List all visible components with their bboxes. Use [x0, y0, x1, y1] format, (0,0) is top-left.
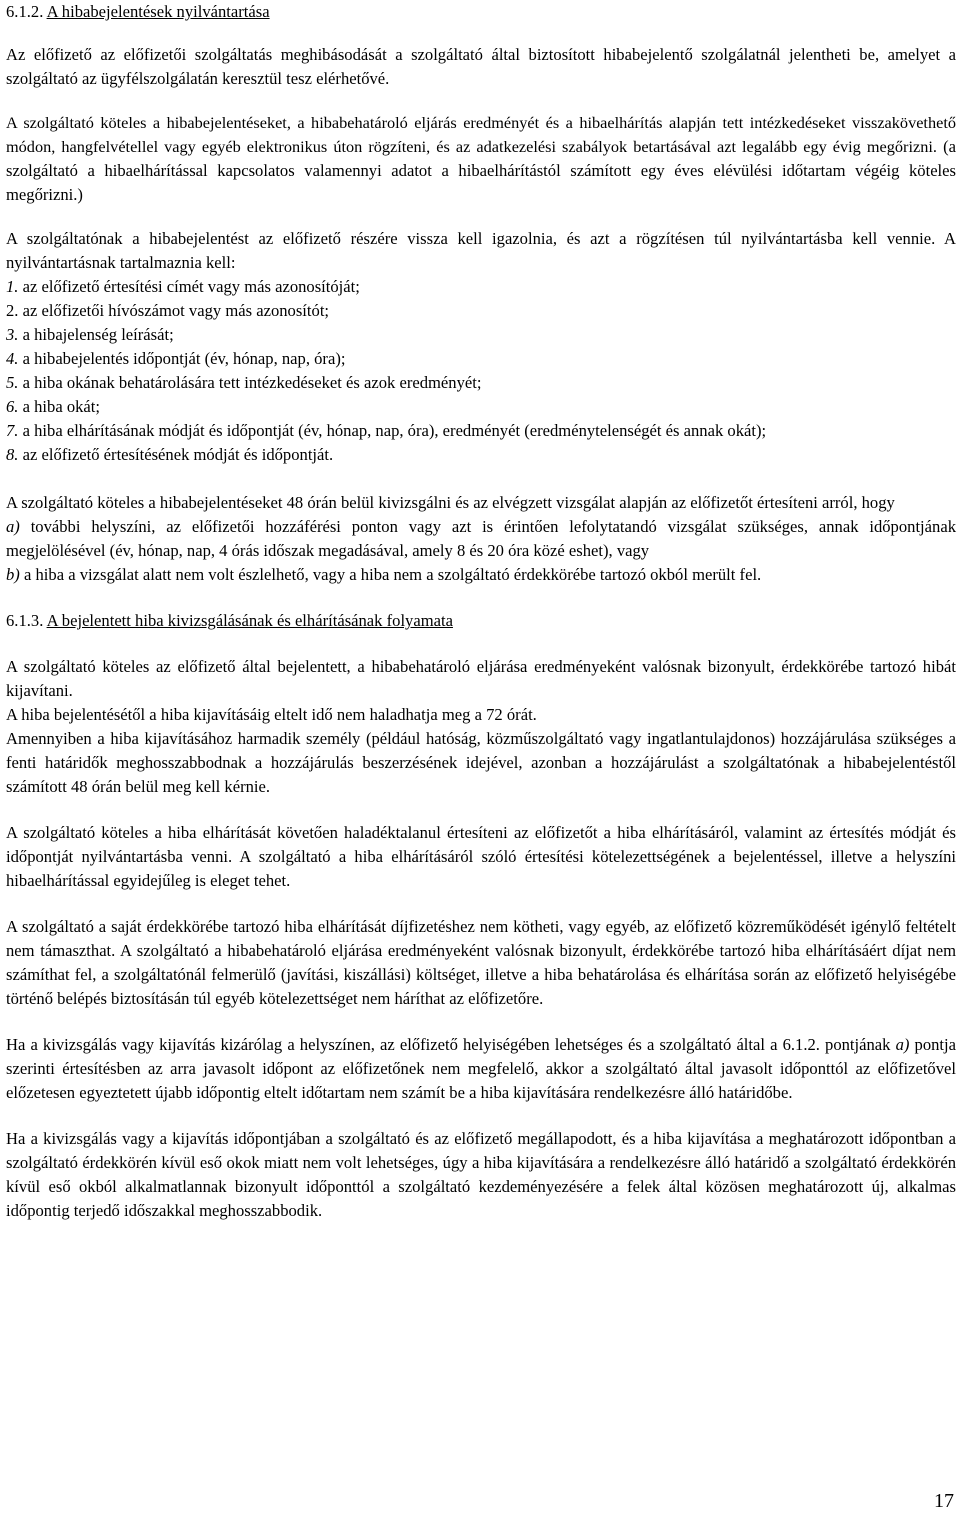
section-title: A hibabejelentések nyilvántartása: [46, 2, 270, 21]
list-text: az előfizető értesítésének módját és időpontját.: [18, 445, 334, 464]
list-text: a hiba elhárításának módját és időpontját (év, hónap, nap, óra), eredményét (eredménytelenségét és annak okát);: [18, 421, 767, 440]
list-item: [6, 323, 956, 347]
paragraph-segment: Ha a kivizsgálás vagy kijavítás kizárólag a helyszínen, az előfizető helyiségében lehetséges és a szolgáltató által a 6.1.2. pontjának: [6, 1035, 896, 1054]
list-number: 2.: [6, 301, 19, 320]
paragraph: A szolgáltató köteles az előfizető által bejelentett, a hibabehatároló eljárása eredményeként valósnak bizonyult, érdekkörébe tartozó hibát kijavítani.: [6, 657, 956, 700]
section-heading-6-1-3: [6, 609, 956, 633]
list-item: [6, 299, 956, 323]
paragraph: A szolgáltató a saját érdekkörébe tartozó hiba elhárítását díjfizetéshez nem kötheti, vagy egyéb, az előfizető közreműködését igénylő feltételt nem támaszthat. A szolgáltató a hibabehatároló eljárása eredményeként valósnak bizonyult, érdekkörébe tartozó hiba elhárításáért díjat nem számíthat fel, a szolgáltatónál felmerülő (javítási, kiszállási) költséget, illetve a hiba behatárolása és elhárítása során az előfizető helyiségébe történő belépés biztosításán túl egyéb kötelezettséget nem háríthat az előfizetőre.: [6, 917, 956, 1008]
section-number: 6.1.2.: [6, 2, 44, 21]
paragraph: [6, 563, 956, 587]
paragraph: A szolgáltató köteles a hibabejelentéseket 48 órán belül kivizsgálni és az elvégzett vizsgálat alapján az előfizetőt értesíteni arról, hogy: [6, 493, 895, 512]
paragraph: A szolgáltatónak a hibabejelentést az előfizető részére vissza kell igazolnia, és azt a rögzítésen túl nyilvántartásba kell vennie. A nyilvántartásnak tartalmaznia kell:: [6, 229, 956, 272]
list-number: 6.: [6, 397, 19, 416]
list-number: 3.: [6, 325, 19, 344]
paragraph: Ha a kivizsgálás vagy a kijavítás időpontjában a szolgáltató és az előfizető megállapodott, és a hiba kijavítása a meghatározott időpontban a szolgáltató érdekkörén kívül eső okok miatt nem volt lehetséges, úgy a hiba kijavítására a rendelkezésre álló határidő a szolgáltató érdekkörén kívül eső okból alkalmatlannak bizonyult időponttól a szolgáltató kezdeményezésére a felek által közösen meghatározott új, alkalmas időpontig terjedő időszakkal meghosszabbodik.: [6, 1129, 956, 1220]
list-text: a hiba okát;: [18, 397, 101, 416]
section-heading-6-1-2: [6, 0, 956, 24]
paragraph-segment: (a szolgáltató a hibaelhárítással kapcsolatos valamennyi adatot a hibaelhárítástól számított egy éves elévülési időtartam végéig köteles megőrizni.): [6, 137, 956, 204]
list-item: [6, 395, 956, 419]
list-text: a hiba okának behatárolására tett intézkedéseket és azok eredményét;: [18, 373, 482, 392]
paragraph-segment: a hiba a vizsgálat alatt nem volt észlelhető, vagy a hiba nem a szolgáltató érdekkörébe tartozó okból merült fel.: [19, 565, 762, 584]
item-label: a): [6, 517, 20, 536]
record-list: [6, 275, 956, 467]
paragraph: Amennyiben a hiba kijavításához harmadik személy (például hatóság, közműszolgáltató vagy ingatlantulajdonos) hozzájárulása szükséges a fenti határidők meghosszabbodnak a hozzájárulás beszerzésének idejével, azonban a hozzájárulást a szolgáltatónak a hibabejelentéstől számított 48 órán belül meg kell kérnie.: [6, 729, 956, 796]
paragraph: Az előfizető az előfizetői szolgáltatás meghibásodását a szolgáltató által biztosított hibabejelentő szolgálatnál jelentheti be, amelyet a szolgáltató az ügyfélszolgálatán keresztül tesz elérhetővé.: [6, 45, 956, 88]
paragraph: [6, 111, 956, 207]
list-text: a hibajelenség leírását;: [18, 325, 174, 344]
list-text: az előfizetői hívószámot vagy más azonosítót;: [18, 301, 330, 320]
item-label: a): [895, 1035, 910, 1054]
list-number: 8.: [6, 445, 19, 464]
page-number: 17: [934, 1490, 954, 1512]
paragraph: [6, 1033, 956, 1105]
paragraph-segment: további helyszíni, az előfizetői hozzáférési ponton vagy azt is érintően lefolytatandó vizsgálat szükséges, annak időpontjának megjelölésével (év, hónap, nap, 4 órás időszak megadásával, amely 8 és 20 óra közé eshet), vagy: [6, 517, 956, 560]
paragraph: [6, 515, 956, 563]
list-item: [6, 371, 956, 395]
section-title: A bejelentett hiba kivizsgálásának és elhárításának folyamata: [46, 611, 453, 630]
paragraph-segment: A szolgáltató köteles a hibabejelentéseket, a hibabehatároló eljárás eredményét és a hibaelhárítás alapján tett intézkedéseket visszakövethető módon, hangfelvétellel vagy egyéb elektronikus úton rögzíteni, és az adatkezelési szabályok betartásával azt legalább egy évig megőrizni.: [6, 113, 956, 156]
paragraph: A szolgáltató köteles a hiba elhárítását követően haladéktalanul értesíteni az előfizetőt a hiba elhárításáról, valamint az értesítés módját és időpontját nyilvántartásba venni. A szolgáltató a hiba elhárításáról szóló értesítési kötelezettségének a bejelentéssel, illetve a helyszíni hibaelhárítással egyidejűleg is eleget tehet.: [6, 823, 956, 890]
document-page: [6, 0, 956, 1223]
item-label: b): [6, 565, 20, 584]
list-number: 5.: [6, 373, 19, 392]
list-item: [6, 419, 956, 443]
paragraph: A hiba bejelentésétől a hiba kijavításáig eltelt idő nem haladhatja meg a 72 órát.: [6, 705, 537, 724]
list-text: a hibabejelentés időpontját (év, hónap, nap, óra);: [18, 349, 346, 368]
paragraph-segment: pontja szerinti értesítésben az arra javasolt időpont az előfizetőnek nem megfelelő, akkor a szolgáltató által javasolt időponttól az előfizetővel előzetesen egyeztetett újabb időpontig eltelt időtartam nem számít be a hiba kijavítására rendelkezésre álló határidőbe.: [6, 1035, 957, 1102]
list-number: 1.: [6, 277, 19, 296]
list-item: [6, 443, 956, 467]
section-number: 6.1.3.: [6, 611, 44, 630]
list-text: az előfizető értesítési címét vagy más azonosítóját;: [18, 277, 360, 296]
list-item: [6, 347, 956, 371]
list-item: [6, 275, 956, 299]
list-number: 4.: [6, 349, 19, 368]
list-number: 7.: [6, 421, 19, 440]
